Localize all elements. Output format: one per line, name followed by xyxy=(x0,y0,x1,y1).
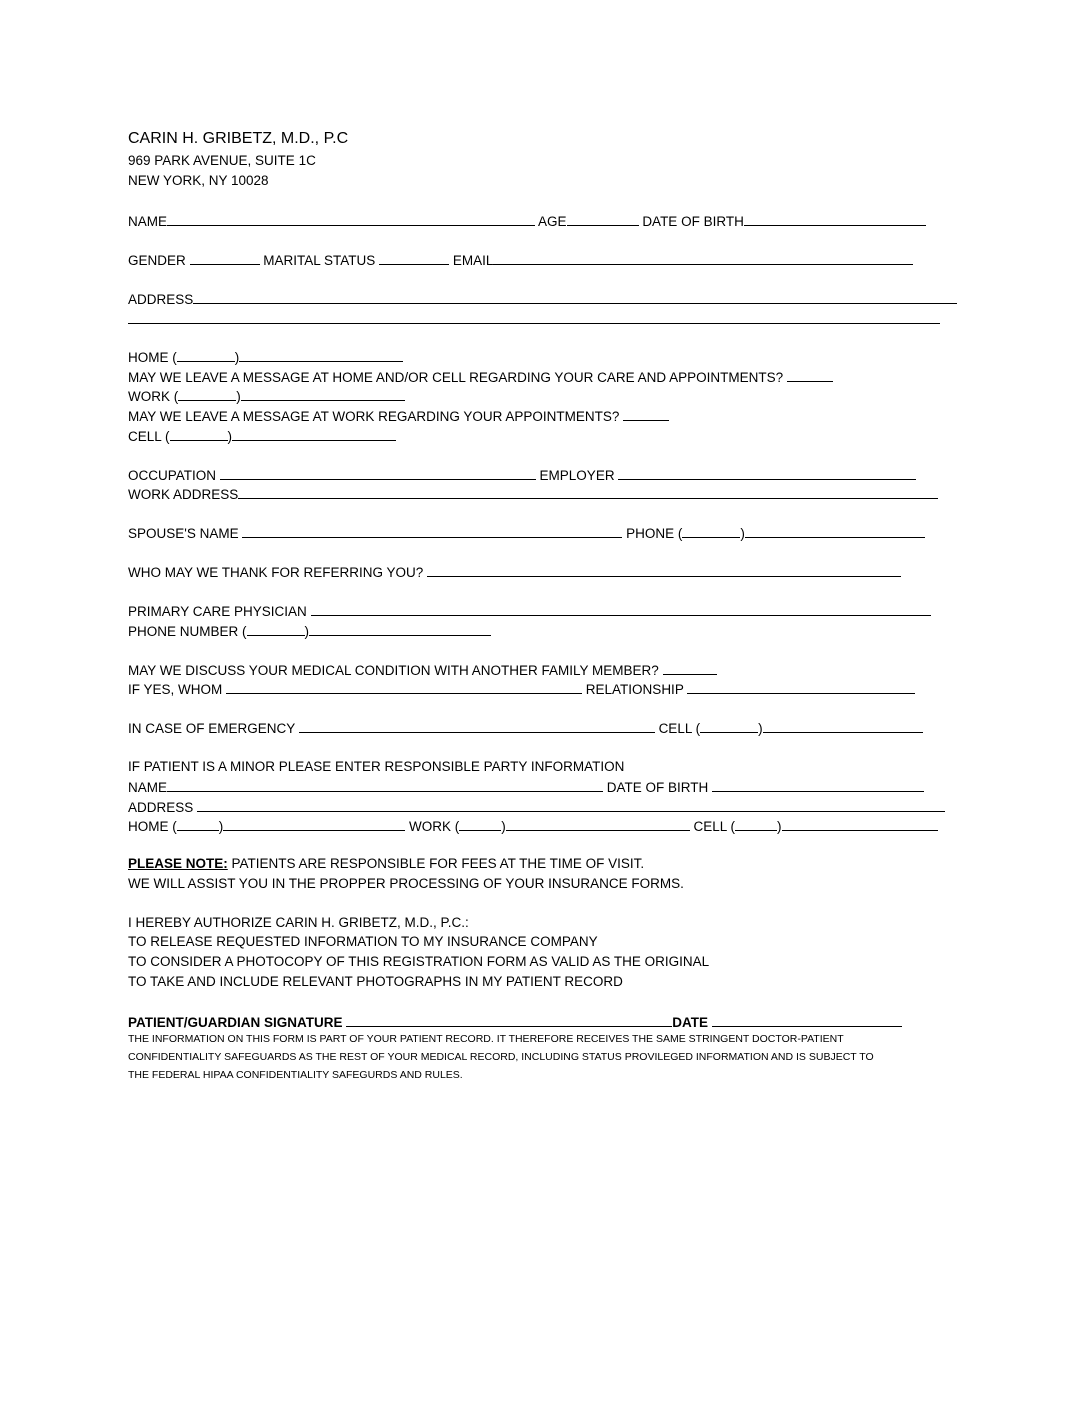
discuss-field[interactable] xyxy=(663,660,717,675)
work-area-code-field[interactable] xyxy=(178,386,236,401)
authorization-item-2: TO CONSIDER A PHOTOCOPY OF THIS REGISTRATION FORM AS VALID AS THE ORIGINAL xyxy=(128,954,710,969)
relationship-label: RELATIONSHIP xyxy=(585,682,684,697)
work-address-field[interactable] xyxy=(238,484,938,499)
minor-cell-label: CELL ( xyxy=(693,819,736,834)
discuss-label: MAY WE DISCUSS YOUR MEDICAL CONDITION WITH ANOTHER FAMILY MEMBER? xyxy=(128,663,659,678)
signature-date-label: DATE xyxy=(672,1015,709,1030)
minor-name-label: NAME xyxy=(128,780,168,795)
address-field[interactable] xyxy=(193,289,957,304)
msg-work-label: MAY WE LEAVE A MESSAGE AT WORK REGARDING YOUR APPOINTMENTS? xyxy=(128,409,620,424)
home-area-code-field[interactable] xyxy=(177,347,235,362)
minor-address-label: ADDRESS xyxy=(128,800,194,815)
practice-address-line1: 969 PARK AVENUE, SUITE 1C xyxy=(128,153,316,168)
msg-home-cell-label: MAY WE LEAVE A MESSAGE AT HOME AND/OR CELL REGARDING YOUR CARE AND APPOINTMENTS? xyxy=(128,370,784,385)
row-work-address xyxy=(128,484,938,504)
gender-label: GENDER xyxy=(128,253,186,268)
paren-close: ) xyxy=(777,819,782,834)
row-discuss xyxy=(128,660,717,680)
home-phone-field[interactable] xyxy=(239,347,403,362)
pcp-phone-label: PHONE NUMBER ( xyxy=(128,624,247,639)
disclaimer-line1: THE INFORMATION ON THIS FORM IS PART OF YOUR PATIENT RECORD. IT THEREFORE RECEIVES THE SAME STRINGENT DOCTOR-PATIENT xyxy=(128,1033,844,1045)
row-gender-marital-email xyxy=(128,250,913,270)
msg-home-cell-field[interactable] xyxy=(787,367,833,382)
paren-close: ) xyxy=(501,819,506,834)
row-spouse xyxy=(128,523,925,543)
authorization-item-3: TO TAKE AND INCLUDE RELEVANT PHOTOGRAPHS IN MY PATIENT RECORD xyxy=(128,974,623,989)
minor-dob-label: DATE OF BIRTH xyxy=(606,780,709,795)
row-minor-phones xyxy=(128,816,938,836)
if-yes-label: IF YES, WHOM xyxy=(128,682,223,697)
paren-close: ) xyxy=(234,350,240,365)
minor-dob-field[interactable] xyxy=(712,777,924,792)
minor-work-area-field[interactable] xyxy=(459,816,501,831)
marital-status-label: MARITAL STATUS xyxy=(263,253,376,268)
cell-phone-field[interactable] xyxy=(232,426,396,441)
marital-status-field[interactable] xyxy=(379,250,449,265)
row-minor-name xyxy=(128,777,924,797)
work-phone-field[interactable] xyxy=(241,386,405,401)
pcp-phone-field[interactable] xyxy=(309,621,491,636)
signature-label: PATIENT/GUARDIAN SIGNATURE xyxy=(128,1015,343,1030)
emergency-field[interactable] xyxy=(299,718,655,733)
minor-heading: IF PATIENT IS A MINOR PLEASE ENTER RESPONSIBLE PARTY INFORMATION xyxy=(128,759,625,774)
age-field[interactable] xyxy=(567,211,639,226)
row-if-yes xyxy=(128,679,915,699)
signature-field[interactable] xyxy=(346,1012,672,1027)
minor-home-area-field[interactable] xyxy=(177,816,219,831)
paren-close: ) xyxy=(758,721,763,736)
gender-field[interactable] xyxy=(190,250,260,265)
row-pcp xyxy=(128,601,931,621)
work-label: WORK ( xyxy=(128,389,179,404)
row-referral xyxy=(128,562,901,582)
relationship-field[interactable] xyxy=(687,679,915,694)
cell-label: CELL ( xyxy=(128,429,170,444)
row-address xyxy=(128,289,957,309)
disclaimer-line3: THE FEDERAL HIPAA CONFIDENTIALITY SAFEGURDS AND RULES. xyxy=(128,1069,463,1081)
paren-close: ) xyxy=(227,429,233,444)
paren-close: ) xyxy=(740,526,745,541)
please-note-label: PLEASE NOTE: xyxy=(128,856,228,871)
email-field[interactable] xyxy=(493,250,913,265)
minor-work-label: WORK ( xyxy=(409,819,460,834)
disclaimer-line2: CONFIDENTIALITY SAFEGUARDS AS THE REST OF YOUR MEDICAL RECORD, INCLUDING STATUS PROVILEGED INFORMATION AND IS SUBJECT TO xyxy=(128,1051,874,1063)
practice-name: CARIN H. GRIBETZ, M.D., P.C xyxy=(128,130,349,147)
home-label: HOME ( xyxy=(128,350,177,365)
row-work-phone xyxy=(128,386,405,406)
paren-close: ) xyxy=(218,819,224,834)
pcp-area-code-field[interactable] xyxy=(247,621,305,636)
referral-label: WHO MAY WE THANK FOR REFERRING YOU? xyxy=(128,565,424,580)
spouse-phone-field[interactable] xyxy=(745,523,925,538)
employer-field[interactable] xyxy=(618,465,916,480)
row-cell-phone xyxy=(128,426,396,446)
employer-label: EMPLOYER xyxy=(539,468,615,483)
spouse-name-label: SPOUSE'S NAME xyxy=(128,526,239,541)
row-address-2 xyxy=(128,309,940,329)
minor-work-phone-field[interactable] xyxy=(506,816,690,831)
row-msg-work xyxy=(128,406,669,426)
assist-note: WE WILL ASSIST YOU IN THE PROPPER PROCESSING OF YOUR INSURANCE FORMS. xyxy=(128,876,684,891)
spouse-name-field[interactable] xyxy=(242,523,622,538)
dob-label: DATE OF BIRTH xyxy=(642,214,744,229)
pcp-field[interactable] xyxy=(311,601,931,616)
emergency-cell-field[interactable] xyxy=(763,718,923,733)
paren-close: ) xyxy=(236,389,241,404)
occupation-field[interactable] xyxy=(220,465,536,480)
row-emergency xyxy=(128,718,923,738)
authorization-intro: I HEREBY AUTHORIZE CARIN H. GRIBETZ, M.D., P.C.: xyxy=(128,915,469,930)
row-occupation-employer xyxy=(128,465,916,485)
minor-cell-phone-field[interactable] xyxy=(782,816,938,831)
pcp-label: PRIMARY CARE PHYSICIAN xyxy=(128,604,307,619)
paren-close: ) xyxy=(304,624,310,639)
emergency-label: IN CASE OF EMERGENCY xyxy=(128,721,296,736)
name-field[interactable] xyxy=(167,211,535,226)
row-msg-home-cell xyxy=(128,367,833,387)
minor-cell-area-field[interactable] xyxy=(735,816,777,831)
row-minor-address xyxy=(128,797,945,817)
please-note-text: PATIENTS ARE RESPONSIBLE FOR FEES AT THE TIME OF VISIT. xyxy=(227,856,645,871)
referral-field[interactable] xyxy=(427,562,901,577)
email-label: EMAIL xyxy=(452,253,494,268)
minor-name-field[interactable] xyxy=(167,777,603,792)
name-label: NAME xyxy=(128,214,168,229)
row-pcp-phone xyxy=(128,621,491,641)
emergency-area-code-field[interactable] xyxy=(700,718,758,733)
work-address-label: WORK ADDRESS xyxy=(128,487,239,502)
address-field-line2[interactable] xyxy=(128,309,940,324)
spouse-phone-label: PHONE ( xyxy=(626,526,683,541)
spouse-area-code-field[interactable] xyxy=(682,523,740,538)
age-label: AGE xyxy=(538,214,567,229)
minor-home-label: HOME ( xyxy=(128,819,177,834)
row-home-phone xyxy=(128,347,403,367)
emergency-cell-label: CELL ( xyxy=(658,721,701,736)
cell-area-code-field[interactable] xyxy=(170,426,228,441)
signature-date-field[interactable] xyxy=(712,1012,902,1027)
if-yes-field[interactable] xyxy=(226,679,582,694)
occupation-label: OCCUPATION xyxy=(128,468,217,483)
dob-field[interactable] xyxy=(744,211,926,226)
authorization-item-1: TO RELEASE REQUESTED INFORMATION TO MY INSURANCE COMPANY xyxy=(128,934,598,949)
minor-address-field[interactable] xyxy=(197,797,945,812)
address-label: ADDRESS xyxy=(128,292,194,307)
msg-work-field[interactable] xyxy=(623,406,669,421)
please-note xyxy=(128,855,644,873)
row-name-age-dob xyxy=(128,211,926,231)
minor-home-phone-field[interactable] xyxy=(223,816,405,831)
row-signature xyxy=(128,1012,902,1032)
practice-address-line2: NEW YORK, NY 10028 xyxy=(128,173,269,188)
